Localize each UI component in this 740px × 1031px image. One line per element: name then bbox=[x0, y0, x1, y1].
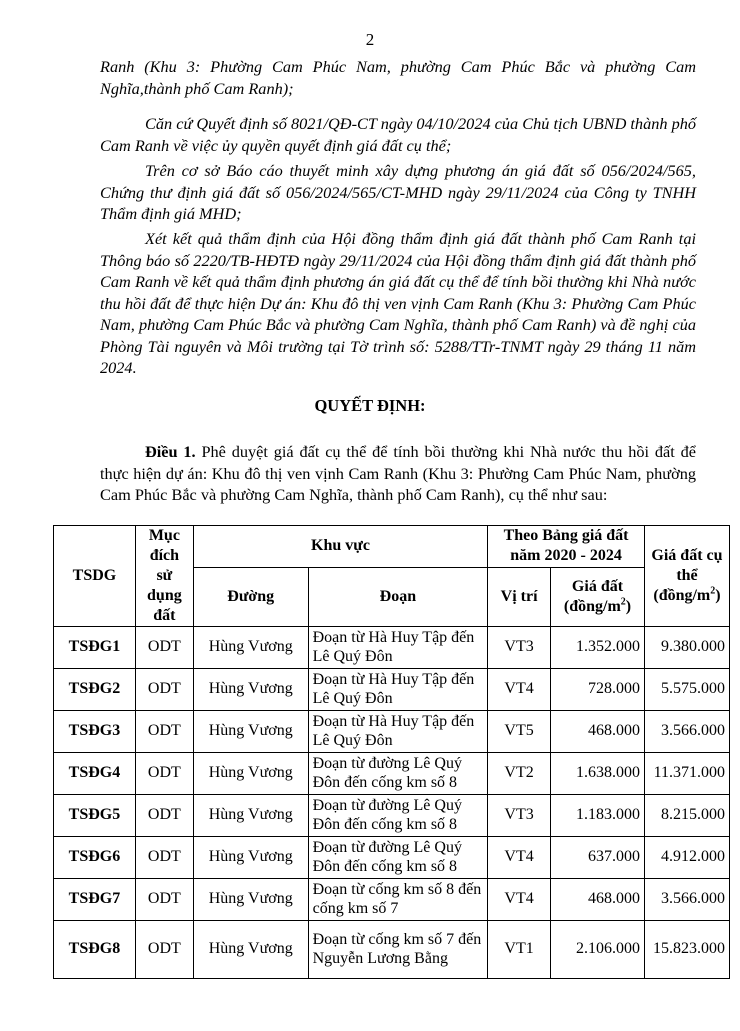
paragraph-xet-ket-qua: Xét kết quả thẩm định của Hội đồng thẩm định giá đất thành phố Cam Ranh tại Thông báo số 2220/TB-HĐTĐ ngày 29/11/2024 của Hội đồng thẩm định giá đất thành phố Cam Ranh về kết quả thẩm định phương án giá đất cụ thể để tính bồi thường khi Nhà nước thu hồi đất để thực hiện Dự án: Khu đô thị ven vịnh Cam Ranh (Khu 3: Phường Cam Phúc Nam, phường Cam Phúc Bắc và phường Cam Nghĩa, thành phố Cam Ranh) và đề nghị của Phòng Tài nguyên và Môi trường tại Tờ trình số: 5288/TTr-TNMT ngày 29 tháng 11 năm 2024. bbox=[100, 229, 696, 377]
cell-purpose: ODT bbox=[135, 627, 193, 669]
cell-road: Hùng Vương bbox=[193, 711, 308, 753]
cell-id: TSĐG5 bbox=[54, 795, 136, 837]
table-row bbox=[54, 711, 730, 753]
cell-specific-price: 15.823.000 bbox=[644, 921, 729, 979]
cell-specific-price: 3.566.000 bbox=[644, 711, 729, 753]
cell-segment: Đoạn từ Hà Huy Tập đến Lê Quý Đôn bbox=[308, 711, 488, 753]
cell-position: VT4 bbox=[488, 669, 551, 711]
decision-heading: QUYẾT ĐỊNH: bbox=[314, 396, 426, 415]
table-header-row-1 bbox=[54, 526, 730, 568]
article-1-paragraph bbox=[100, 441, 696, 506]
cell-position: VT4 bbox=[488, 879, 551, 921]
cell-table-price: 1.183.000 bbox=[551, 795, 645, 837]
cell-position: VT2 bbox=[488, 753, 551, 795]
cell-segment: Đoạn từ cống km số 7 đến Nguyễn Lương Bằng bbox=[308, 921, 488, 979]
cell-specific-price: 4.912.000 bbox=[644, 837, 729, 879]
land-price-table bbox=[53, 525, 730, 979]
paragraph-ranh-khu3: Ranh (Khu 3: Phường Cam Phúc Nam, phường Cam Phúc Bắc và phường Cam Nghĩa,thành phố Cam Ranh); bbox=[100, 57, 696, 98]
paragraph-can-cu-quyet-dinh: Căn cứ Quyết định số 8021/QĐ-CT ngày 04/10/2024 của Chủ tịch UBND thành phố Cam Ranh về việc ủy quyền quyết định giá đất cụ thể; bbox=[100, 114, 696, 155]
cell-table-price: 468.000 bbox=[551, 879, 645, 921]
cell-road: Hùng Vương bbox=[193, 921, 308, 979]
table-row bbox=[54, 627, 730, 669]
unit-sup: 2 bbox=[620, 596, 626, 608]
header-gia-dat-cu-the-text: Giá đất cụ thể (đồng/m bbox=[651, 547, 723, 604]
cell-position: VT1 bbox=[488, 921, 551, 979]
article-1-text: Phê duyệt giá đất cụ thể để tính bồi thường khi Nhà nước thu hồi đất để thực hiện dự án: Khu đô thị ven vịnh Cam Ranh (Khu 3: Phường Cam Phúc Nam, phường Cam Phúc Bắc và phường Cam Nghĩa, thành phố Cam Ranh), cụ thể như sau: bbox=[100, 442, 697, 504]
cell-segment: Đoạn từ Hà Huy Tập đến Lê Quý Đôn bbox=[308, 627, 488, 669]
cell-road: Hùng Vương bbox=[193, 879, 308, 921]
page-number: 2 bbox=[365, 30, 375, 49]
cell-segment: Đoạn từ đường Lê Quý Đôn đến cống km số 8 bbox=[308, 837, 488, 879]
article-1-label: Điều 1. bbox=[145, 442, 196, 461]
cell-id: TSĐG7 bbox=[54, 879, 136, 921]
cell-specific-price: 9.380.000 bbox=[644, 627, 729, 669]
cell-table-price: 728.000 bbox=[551, 669, 645, 711]
cell-segment: Đoạn từ cống km số 8 đến cống km số 7 bbox=[308, 879, 488, 921]
table-row bbox=[54, 837, 730, 879]
cell-purpose: ODT bbox=[135, 921, 193, 979]
cell-segment: Đoạn từ đường Lê Quý Đôn đến cống km số 8 bbox=[308, 795, 488, 837]
table-row bbox=[54, 879, 730, 921]
cell-road: Hùng Vương bbox=[193, 627, 308, 669]
cell-id: TSĐG6 bbox=[54, 837, 136, 879]
header-gia-dat-text: Giá đất (đồng/m bbox=[563, 577, 624, 615]
header-tsdg: TSDG bbox=[54, 526, 136, 627]
cell-table-price: 1.638.000 bbox=[551, 753, 645, 795]
table-row bbox=[54, 753, 730, 795]
cell-segment: Đoạn từ đường Lê Quý Đôn đến cống km số 8 bbox=[308, 753, 488, 795]
cell-table-price: 637.000 bbox=[551, 837, 645, 879]
cell-position: VT3 bbox=[488, 627, 551, 669]
header-doan: Đoạn bbox=[308, 567, 488, 626]
unit-close: ) bbox=[625, 597, 632, 615]
header-gia-dat-cu-the bbox=[644, 526, 729, 627]
cell-road: Hùng Vương bbox=[193, 837, 308, 879]
paragraph-tren-co-so-bao-cao: Trên cơ sở Báo cáo thuyết minh xây dựng phương án giá đất số 056/2024/565, Chứng thư định giá đất số 056/2024/565/CT-MHD ngày 29/11/2024 của Công ty TNHH Thẩm định giá MHD; bbox=[100, 161, 696, 223]
cell-id: TSĐG1 bbox=[54, 627, 136, 669]
header-khu-vuc: Khu vực bbox=[193, 526, 487, 568]
unit-sup: 2 bbox=[710, 585, 716, 597]
cell-table-price: 1.352.000 bbox=[551, 627, 645, 669]
cell-purpose: ODT bbox=[135, 879, 193, 921]
cell-table-price: 2.106.000 bbox=[551, 921, 645, 979]
cell-specific-price: 11.371.000 bbox=[644, 753, 729, 795]
cell-id: TSĐG2 bbox=[54, 669, 136, 711]
cell-purpose: ODT bbox=[135, 837, 193, 879]
cell-position: VT3 bbox=[488, 795, 551, 837]
header-muc-dich: Mục đích sử dụng đất bbox=[135, 526, 193, 627]
cell-specific-price: 3.566.000 bbox=[644, 879, 729, 921]
header-duong: Đường bbox=[193, 567, 308, 626]
cell-road: Hùng Vương bbox=[193, 795, 308, 837]
header-theo-bang-gia: Theo Bảng giá đất năm 2020 - 2024 bbox=[488, 526, 645, 568]
cell-road: Hùng Vương bbox=[193, 669, 308, 711]
cell-specific-price: 8.215.000 bbox=[644, 795, 729, 837]
header-gia-dat bbox=[551, 567, 645, 626]
cell-position: VT5 bbox=[488, 711, 551, 753]
cell-id: TSĐG4 bbox=[54, 753, 136, 795]
cell-id: TSĐG3 bbox=[54, 711, 136, 753]
cell-position: VT4 bbox=[488, 837, 551, 879]
cell-id: TSĐG8 bbox=[54, 921, 136, 979]
cell-table-price: 468.000 bbox=[551, 711, 645, 753]
table-row bbox=[54, 669, 730, 711]
cell-purpose: ODT bbox=[135, 753, 193, 795]
cell-purpose: ODT bbox=[135, 711, 193, 753]
table-row bbox=[54, 921, 730, 979]
cell-road: Hùng Vương bbox=[193, 753, 308, 795]
cell-purpose: ODT bbox=[135, 669, 193, 711]
unit-close: ) bbox=[715, 587, 721, 604]
header-vi-tri: Vị trí bbox=[488, 567, 551, 626]
cell-specific-price: 5.575.000 bbox=[644, 669, 729, 711]
cell-segment: Đoạn từ Hà Huy Tập đến Lê Quý Đôn bbox=[308, 669, 488, 711]
table-row bbox=[54, 795, 730, 837]
cell-purpose: ODT bbox=[135, 795, 193, 837]
